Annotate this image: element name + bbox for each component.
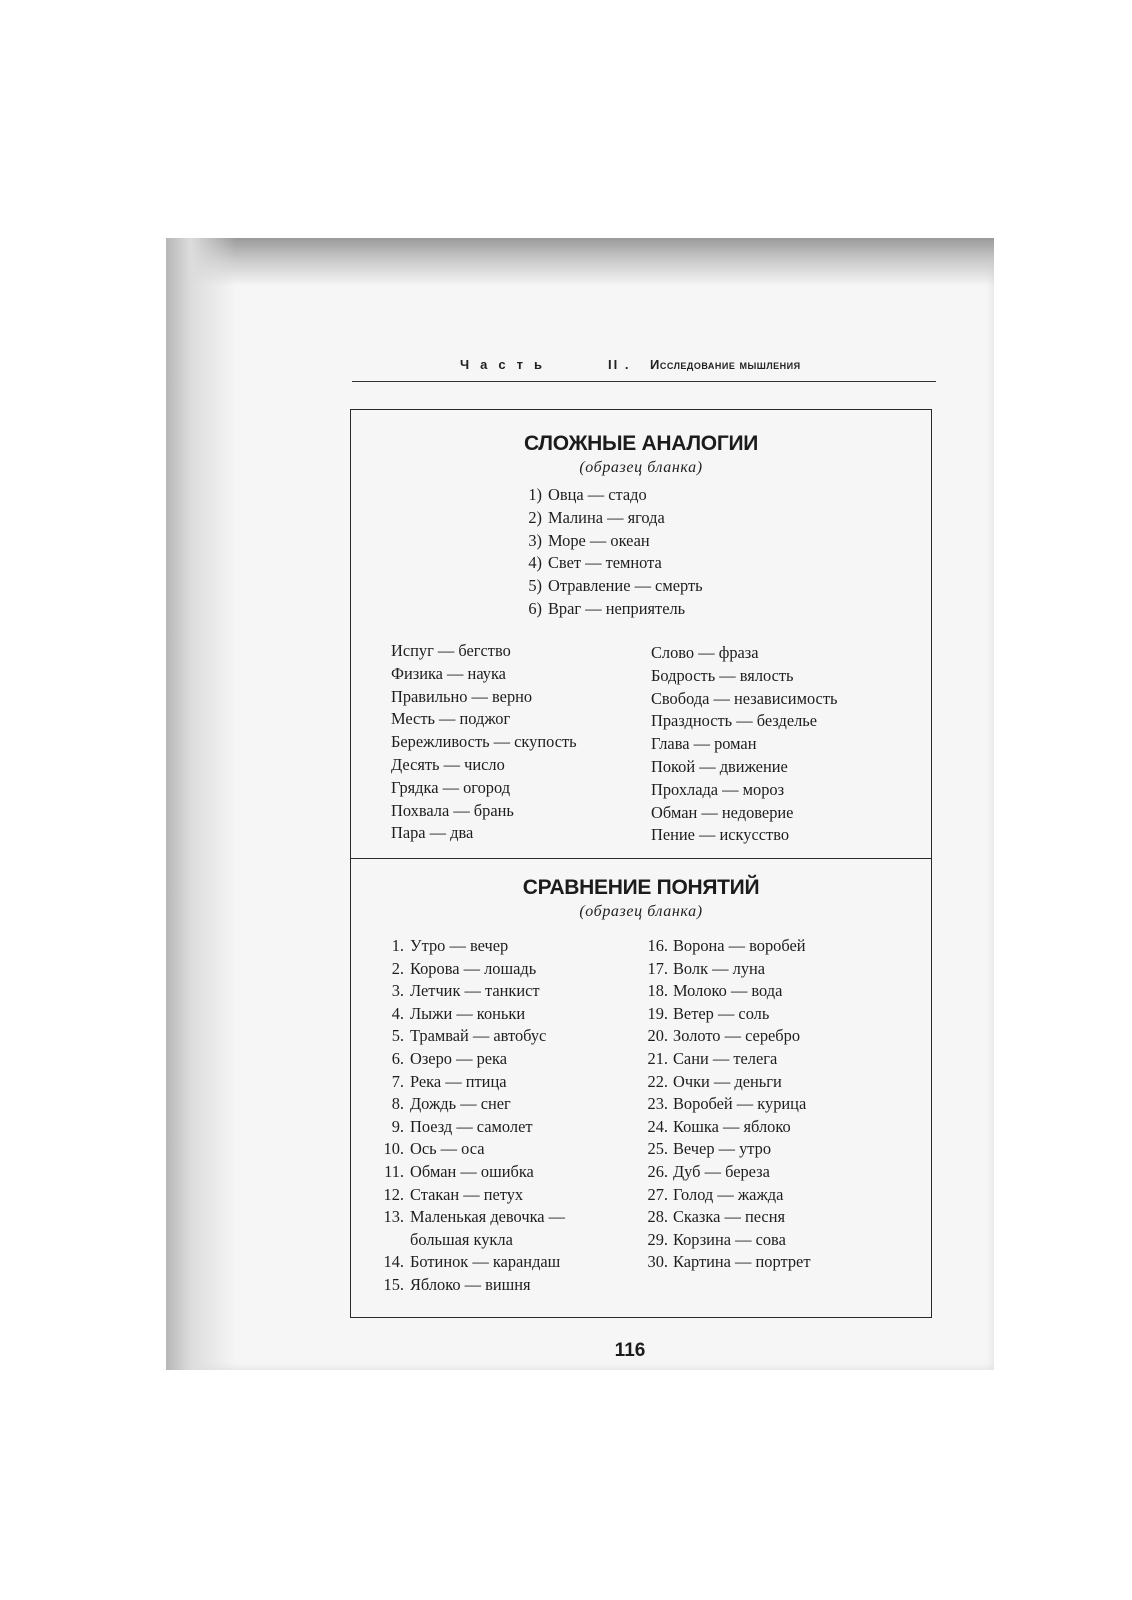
item-text: Стакан — петух [410, 1184, 524, 1204]
item-number: 3) [528, 530, 542, 550]
item-number: 8. [391, 1094, 404, 1114]
list-item [520, 575, 703, 598]
list-item: Похвала — брань [391, 800, 514, 820]
item-text: Ботинок — карандаш [410, 1252, 561, 1272]
item-text: большая кукла [410, 1229, 513, 1249]
item-text: Корзина — сова [673, 1229, 786, 1249]
list-item: Испуг — бегство [391, 641, 511, 660]
item-number: 5. [391, 1026, 404, 1046]
list-item: Прохлада — мороз [651, 779, 785, 799]
list-item: Правильно — верно [391, 686, 533, 706]
item-text: Море — океан [548, 530, 650, 550]
item-text: Яблоко — вишня [410, 1274, 531, 1294]
item-text: Лыжи — коньки [410, 1003, 526, 1023]
item-text: Очки — деньги [673, 1071, 782, 1091]
list-item [378, 1093, 565, 1116]
item-text: Поезд — самолет [410, 1116, 533, 1136]
item-text: Летчик — танкист [410, 981, 540, 1001]
list-item: Грядка — огород [391, 777, 511, 797]
list-item [378, 1251, 565, 1274]
analogy-pairs-right [651, 642, 837, 847]
list-item: Покой — движение [651, 756, 788, 776]
item-number: 1. [391, 936, 404, 955]
list-item [378, 1229, 565, 1252]
item-number: 4. [391, 1003, 404, 1023]
list-item [638, 1138, 810, 1161]
item-text: Волк — луна [673, 958, 766, 978]
item-number: 22. [647, 1071, 668, 1091]
page-top-shadow [166, 238, 994, 286]
item-number: 10. [383, 1139, 404, 1159]
list-item [638, 1048, 810, 1071]
list-item [378, 1048, 565, 1071]
running-header [350, 354, 934, 376]
list-item [520, 598, 703, 621]
list-item [638, 1184, 810, 1207]
list-item [638, 1003, 810, 1026]
item-number: 21. [647, 1048, 668, 1068]
page-gutter-shadow [166, 238, 236, 1370]
sample-analogies-list [520, 484, 703, 621]
item-text: Дуб — береза [673, 1161, 770, 1181]
list-item [378, 935, 565, 958]
list-item [520, 552, 703, 575]
item-number: 7. [391, 1071, 404, 1091]
list-item: Обман — недоверие [651, 802, 794, 822]
item-number: 26. [647, 1161, 668, 1181]
item-number: 2. [391, 958, 404, 978]
list-item: Бодрость — вялость [651, 665, 794, 685]
item-number: 3. [391, 981, 404, 1001]
list-item: Бережливость — скупость [391, 732, 577, 752]
item-number: 17. [647, 958, 668, 978]
list-item: Физика — наука [391, 663, 506, 683]
list-item: Пара — два [391, 823, 474, 843]
list-item [378, 1003, 565, 1026]
list-item [638, 958, 810, 981]
running-header-number: II . [608, 357, 631, 372]
comparison-list-right [638, 935, 810, 1274]
list-item [378, 1116, 565, 1139]
concept-comparison-title: СРАВНЕНИЕ ПОНЯТИЙ [522, 876, 760, 899]
item-number: 20. [647, 1026, 668, 1046]
page-number: 116 [614, 1340, 646, 1361]
item-number: 25. [647, 1139, 668, 1159]
item-number: 27. [647, 1184, 668, 1204]
list-item: Месть — поджог [391, 709, 511, 729]
item-text: Молоко — вода [673, 981, 783, 1001]
item-number: 6) [528, 598, 542, 618]
item-number: 24. [647, 1116, 668, 1136]
item-text: Вечер — утро [673, 1139, 772, 1159]
item-number: 16. [647, 936, 668, 955]
list-item: Десять — число [391, 754, 505, 774]
running-header-part: Часть [460, 357, 553, 372]
list-item [520, 507, 703, 530]
item-number: 9. [391, 1116, 404, 1136]
item-text: Река — птица [410, 1071, 507, 1091]
list-item: Глава — роман [651, 734, 757, 754]
list-item [638, 1116, 810, 1139]
item-text: Утро — вечер [410, 936, 509, 955]
item-text: Ветер — соль [673, 1003, 770, 1023]
item-number: 15. [383, 1274, 404, 1294]
item-number: 4) [528, 553, 542, 573]
complex-analogies-subtitle: (образец бланка) [579, 459, 703, 476]
list-item [638, 1229, 810, 1252]
item-text: Воробей — курица [673, 1094, 807, 1114]
list-item [378, 1138, 565, 1161]
item-number: 6. [391, 1048, 404, 1068]
list-item [638, 1206, 810, 1229]
item-text: Маленькая девочка — [410, 1207, 566, 1227]
item-number: 12. [383, 1184, 404, 1204]
item-text: Кошка — яблоко [673, 1116, 791, 1136]
item-number: 29. [647, 1229, 668, 1249]
item-text: Трамвай — автобус [410, 1026, 547, 1046]
item-text: Ворона — воробей [673, 936, 806, 955]
list-item [378, 1184, 565, 1207]
item-number: 14. [383, 1252, 404, 1272]
list-item [378, 980, 565, 1003]
list-item [378, 1206, 565, 1229]
item-text: Сани — телега [673, 1048, 778, 1068]
list-item [378, 1161, 565, 1184]
section-divider [350, 858, 932, 859]
list-item [378, 1071, 565, 1094]
list-item: Пение — искусство [651, 825, 790, 845]
running-header-title: Исследование мышления [650, 357, 801, 372]
item-number: 2) [528, 507, 542, 527]
comparison-list-left [378, 935, 565, 1297]
item-text: Дождь — снег [410, 1094, 511, 1114]
item-text: Овца — стадо [548, 485, 647, 504]
item-number: 1) [528, 485, 542, 504]
concept-comparison-subtitle: (образец бланка) [579, 903, 703, 920]
item-text: Ось — оса [410, 1139, 485, 1159]
item-number: 11. [384, 1161, 404, 1181]
item-number: 18. [647, 981, 668, 1001]
list-item [638, 1071, 810, 1094]
list-item [638, 1161, 810, 1184]
item-text: Свет — темнота [548, 553, 662, 573]
list-item: Слово — фраза [651, 643, 759, 662]
header-rule [352, 381, 936, 382]
item-number: 19. [647, 1003, 668, 1023]
list-item [638, 1093, 810, 1116]
item-text: Малина — ягода [548, 507, 665, 527]
item-number: 13. [383, 1207, 404, 1227]
analogy-pairs-left [391, 640, 577, 845]
list-item [378, 1025, 565, 1048]
item-text: Голод — жажда [673, 1184, 784, 1204]
item-text: Враг — неприятель [548, 598, 686, 618]
list-item [520, 484, 703, 507]
item-text: Сказка — песня [673, 1207, 786, 1227]
item-text: Отравление — смерть [548, 576, 703, 596]
item-text: Золото — серебро [673, 1026, 801, 1046]
item-number: 28. [647, 1207, 668, 1227]
list-item [638, 935, 810, 958]
list-item [638, 1025, 810, 1048]
list-item [638, 1251, 810, 1274]
list-item [378, 958, 565, 981]
list-item [378, 1274, 565, 1297]
list-item [638, 980, 810, 1003]
complex-analogies-title: СЛОЖНЫЕ АНАЛОГИИ [523, 432, 759, 455]
item-number: 30. [647, 1252, 668, 1272]
item-text: Корова — лошадь [410, 958, 537, 978]
item-text: Картина — портрет [673, 1252, 811, 1272]
list-item: Свобода — независимость [651, 688, 838, 708]
item-text: Обман — ошибка [410, 1161, 534, 1181]
item-text: Озеро — река [410, 1048, 508, 1068]
item-number: 5) [528, 576, 542, 596]
list-item [520, 530, 703, 553]
item-number: 23. [647, 1094, 668, 1114]
list-item: Праздность — безделье [651, 711, 818, 731]
